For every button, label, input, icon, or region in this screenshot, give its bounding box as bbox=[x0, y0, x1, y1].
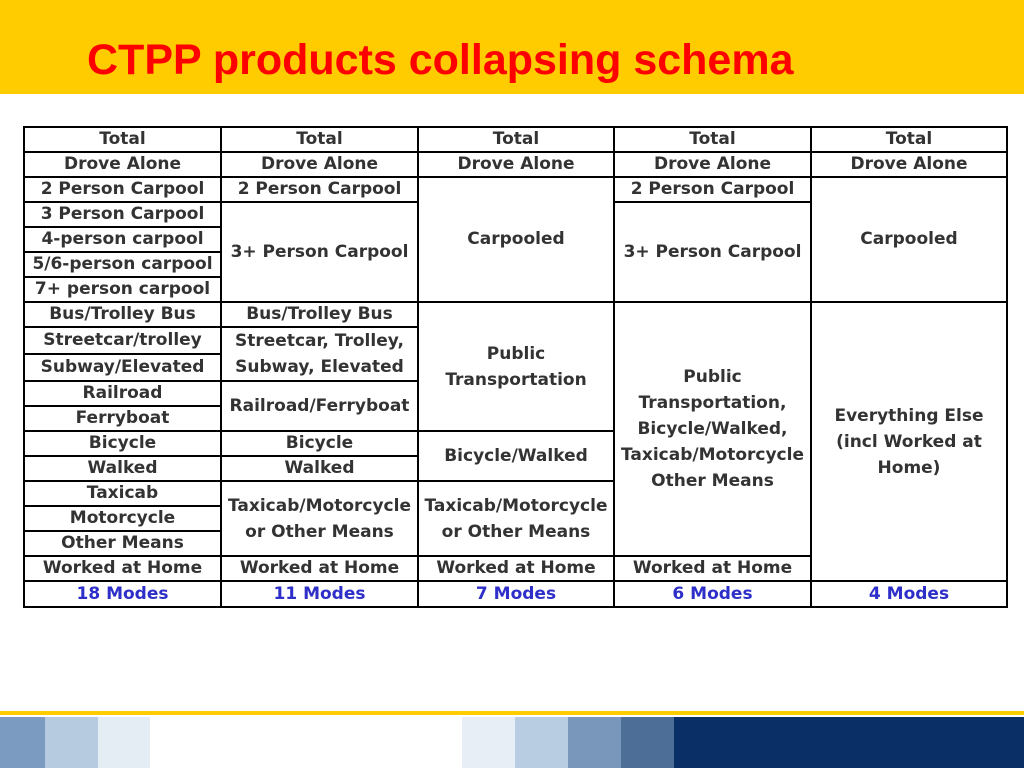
col3-public-transportation bbox=[418, 302, 614, 431]
footer-block bbox=[674, 717, 1024, 768]
footer-block bbox=[45, 717, 98, 768]
col2-streetcar-line1: Streetcar, Trolley, bbox=[235, 331, 404, 351]
col1-carpool-4: 4-person carpool bbox=[24, 227, 221, 252]
col1-taxicab: Taxicab bbox=[24, 481, 221, 506]
footer-block bbox=[462, 717, 515, 768]
col5-else-line2: (incl Worked at bbox=[836, 431, 982, 452]
col3-worked-home: Worked at Home bbox=[418, 556, 614, 581]
col1-streetcar: Streetcar/trolley bbox=[24, 327, 221, 354]
footer-block bbox=[0, 717, 45, 768]
col2-streetcar-line2: Subway, Elevated bbox=[235, 357, 404, 377]
col2-carpool-3plus: 3+ Person Carpool bbox=[221, 202, 418, 302]
col2-modes: 11 Modes bbox=[221, 581, 418, 607]
col2-bicycle: Bicycle bbox=[221, 431, 418, 456]
col2-taxi-line1: Taxicab/Motorcycle bbox=[228, 495, 411, 516]
col2-worked-home: Worked at Home bbox=[221, 556, 418, 581]
col4-carpool-2: 2 Person Carpool bbox=[614, 177, 811, 202]
col1-railroad: Railroad bbox=[24, 381, 221, 406]
col1-carpool-3: 3 Person Carpool bbox=[24, 202, 221, 227]
col1-carpool-2: 2 Person Carpool bbox=[24, 177, 221, 202]
table-row bbox=[24, 302, 1007, 327]
col3-drove-alone: Drove Alone bbox=[418, 152, 614, 177]
col2-walked: Walked bbox=[221, 456, 418, 481]
col1-drove-alone: Drove Alone bbox=[24, 152, 221, 177]
footer-block bbox=[621, 717, 674, 768]
col4-modes: 6 Modes bbox=[614, 581, 811, 607]
col1-ferryboat: Ferryboat bbox=[24, 406, 221, 431]
col5-else-line3: Home) bbox=[877, 457, 941, 478]
col4-worked-home: Worked at Home bbox=[614, 556, 811, 581]
col4-drove-alone: Drove Alone bbox=[614, 152, 811, 177]
col5-total: Total bbox=[811, 127, 1007, 152]
footer-block bbox=[568, 717, 621, 768]
slide-title: CTPP products collapsing schema bbox=[87, 36, 794, 84]
table-row bbox=[24, 152, 1007, 177]
col3-taxi-line2: or Other Means bbox=[441, 521, 591, 542]
footer-decoration bbox=[0, 711, 1024, 768]
col1-other-means: Other Means bbox=[24, 531, 221, 556]
col5-modes: 4 Modes bbox=[811, 581, 1007, 607]
col1-walked: Walked bbox=[24, 456, 221, 481]
col2-carpool-2: 2 Person Carpool bbox=[221, 177, 418, 202]
col1-bus: Bus/Trolley Bus bbox=[24, 302, 221, 327]
col2-taxi-line2: or Other Means bbox=[245, 521, 394, 542]
col3-modes: 7 Modes bbox=[418, 581, 614, 607]
col4-public-line3: Bicycle/Walked, bbox=[637, 419, 788, 439]
footer-gold-line bbox=[0, 711, 1024, 715]
col3-taxi-other bbox=[418, 481, 614, 556]
col4-public-line4: Taxicab/Motorcycle bbox=[621, 445, 804, 465]
col2-taxi-other bbox=[221, 481, 418, 556]
footer-block bbox=[150, 717, 462, 768]
col2-railroad-ferry: Railroad/Ferryboat bbox=[221, 381, 418, 431]
col1-carpool-56: 5/6-person carpool bbox=[24, 252, 221, 277]
col3-total: Total bbox=[418, 127, 614, 152]
col5-else-line1: Everything Else bbox=[834, 405, 984, 426]
col4-total: Total bbox=[614, 127, 811, 152]
col1-motorcycle: Motorcycle bbox=[24, 506, 221, 531]
col2-total: Total bbox=[221, 127, 418, 152]
collapsing-schema-table bbox=[23, 126, 1008, 608]
col2-drove-alone: Drove Alone bbox=[221, 152, 418, 177]
col4-public-line1: Public bbox=[683, 367, 742, 387]
col3-bicycle-walked: Bicycle/Walked bbox=[418, 431, 614, 481]
col2-bus: Bus/Trolley Bus bbox=[221, 302, 418, 327]
col3-carpooled: Carpooled bbox=[418, 177, 614, 302]
col5-carpooled: Carpooled bbox=[811, 177, 1007, 302]
col1-subway: Subway/Elevated bbox=[24, 354, 221, 381]
footer-block bbox=[98, 717, 150, 768]
table-row bbox=[24, 177, 1007, 202]
modes-row bbox=[24, 581, 1007, 607]
col4-carpool-3plus: 3+ Person Carpool bbox=[614, 202, 811, 302]
col1-carpool-7: 7+ person carpool bbox=[24, 277, 221, 302]
col3-taxi-line1: Taxicab/Motorcycle bbox=[424, 495, 608, 516]
col5-everything-else bbox=[811, 302, 1007, 581]
col2-streetcar-subway bbox=[221, 327, 418, 381]
col4-public-combined bbox=[614, 302, 811, 556]
col4-public-line2: Transportation, bbox=[638, 393, 787, 413]
col4-public-line5: Other Means bbox=[651, 471, 774, 491]
col3-public-line2: Transportation bbox=[445, 369, 587, 390]
col1-modes: 18 Modes bbox=[24, 581, 221, 607]
title-banner bbox=[0, 0, 1024, 94]
col1-total: Total bbox=[24, 127, 221, 152]
col5-drove-alone: Drove Alone bbox=[811, 152, 1007, 177]
col3-public-line1: Public bbox=[486, 343, 546, 364]
col1-bicycle: Bicycle bbox=[24, 431, 221, 456]
footer-block bbox=[515, 717, 568, 768]
col1-worked-home: Worked at Home bbox=[24, 556, 221, 581]
table-row bbox=[24, 127, 1007, 152]
